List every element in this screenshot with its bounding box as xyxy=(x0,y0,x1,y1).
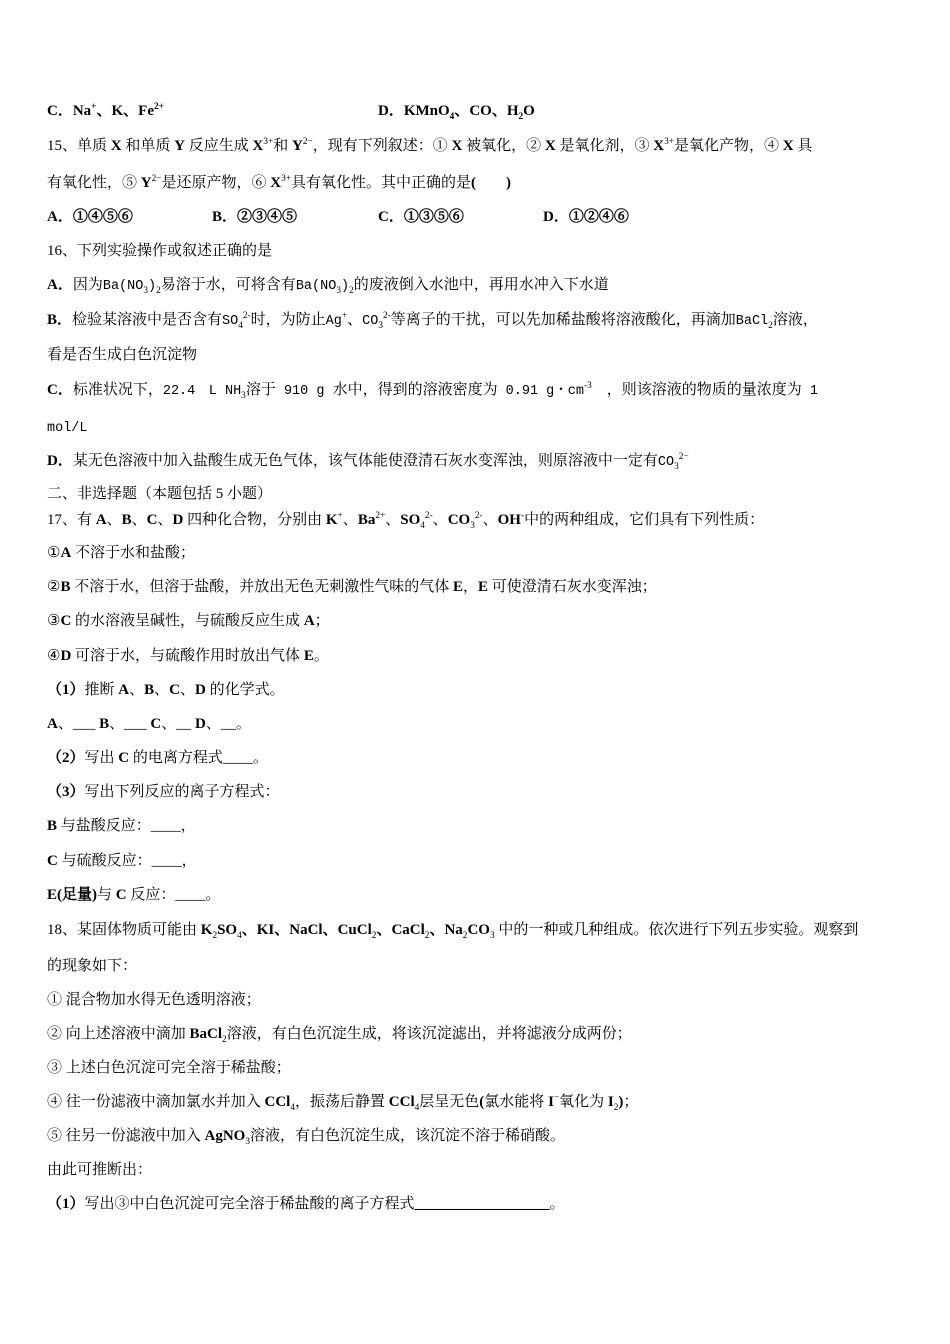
q17-property-2 xyxy=(47,578,657,596)
bold-text: B xyxy=(47,818,58,834)
bold-text: B xyxy=(60,579,71,595)
text-run: 17、有 xyxy=(47,512,96,528)
q16-option-a xyxy=(47,276,609,296)
text-run: 、 xyxy=(180,682,196,698)
subscript: 3 xyxy=(489,931,495,941)
bold-text: ( ) xyxy=(471,175,512,191)
text-run: ，振荡后静置 xyxy=(295,1094,389,1110)
text-run: ① xyxy=(47,545,61,561)
text-run: 、 xyxy=(482,512,498,528)
bold-text: C xyxy=(60,613,72,629)
bold-text: X xyxy=(782,138,794,154)
bold-text: Y xyxy=(174,138,185,154)
bold-text: CO xyxy=(467,922,490,938)
bold-text: CO xyxy=(447,512,471,528)
q16-stem: 16、下列实验操作或叙述正确的是 xyxy=(47,243,273,259)
text-run: 。 xyxy=(549,1196,565,1212)
bold-text: X xyxy=(270,175,282,191)
subscript: 2 xyxy=(349,286,354,296)
bold-text: A xyxy=(60,545,72,561)
q17-part-2 xyxy=(47,749,268,767)
text-run: 检验某溶液中是否含有 xyxy=(72,312,223,328)
superscript: + xyxy=(91,102,97,112)
text-run: 溶液，有白色沉淀生成，该沉淀不溶于稀硝酸。 xyxy=(250,1128,566,1144)
mono-text: CO xyxy=(657,455,675,470)
bold-text: A xyxy=(303,613,315,629)
subscript: 3 xyxy=(245,1137,251,1147)
superscript: 2- xyxy=(424,511,433,521)
subscript: 2 xyxy=(371,931,377,941)
text-run: 溶于 xyxy=(245,382,276,398)
bold-text: B． xyxy=(47,312,73,328)
text-run: 具 xyxy=(793,138,813,154)
bold-text: BaCl xyxy=(189,1026,223,1042)
bold-text: CCl xyxy=(264,1094,291,1110)
text-run: ，则该溶液的物质的量浓度为 xyxy=(591,382,802,398)
bold-text: K xyxy=(200,922,213,938)
mono-text: ) xyxy=(340,279,350,294)
superscript: 3+ xyxy=(263,137,274,147)
text-run: 。 xyxy=(313,648,329,664)
text-run: 和单质 xyxy=(121,138,175,154)
bold-text: X xyxy=(451,138,463,154)
q15-stem-line-2 xyxy=(47,174,511,192)
bold-text: C xyxy=(115,887,127,903)
q18-part-1 xyxy=(47,1195,565,1213)
superscript: 2- xyxy=(242,311,251,321)
text-run: 时，为防止 xyxy=(250,312,326,328)
superscript: 2− xyxy=(151,174,162,184)
text-run: 的水溶液呈碱性，与硫酸反应生成 xyxy=(71,613,304,629)
text-run: 、 xyxy=(347,312,363,328)
subscript: 3 xyxy=(336,286,341,296)
bold-text: X xyxy=(544,138,556,154)
q16-option-c-line-2 xyxy=(47,418,88,438)
subscript: 2 xyxy=(156,286,161,296)
q17-property-3 xyxy=(47,612,330,630)
text-run: D．KMnO xyxy=(378,103,450,119)
text-run: 因为 xyxy=(72,277,103,293)
subscript: 2 xyxy=(768,321,773,331)
text-run: 和 xyxy=(273,138,292,154)
q14-option-d xyxy=(378,102,535,120)
text-run: O xyxy=(523,103,535,119)
bold-text: CCl xyxy=(388,1094,415,1110)
bold-text: E(足量) xyxy=(47,887,97,903)
text-run: 水中，得到的溶液密度为 xyxy=(332,382,498,398)
subscript: 4 xyxy=(420,521,425,531)
mono-text: CO xyxy=(362,314,379,329)
text-run: ，现有下列叙述：① xyxy=(312,138,452,154)
q17-property-1 xyxy=(47,544,195,562)
subscript: 3 xyxy=(674,462,679,472)
text-run: 是还原产物，⑥ xyxy=(161,175,271,191)
text-run: ； xyxy=(314,613,330,629)
text-run: 具有氧化性。其中正确的是 xyxy=(291,175,472,191)
text-run: 可溶于水，与硫酸作用时放出气体 xyxy=(71,648,304,664)
subscript: 2 xyxy=(222,1035,227,1045)
bold-text: B xyxy=(144,682,155,698)
text-run: 的废液倒入水池中，再用水冲入下水道 xyxy=(353,277,609,293)
bold-text: B xyxy=(99,716,110,732)
subscript: 4 xyxy=(238,321,243,331)
text-run: 18、某固体物质可能由 xyxy=(47,922,201,938)
bold-text: C xyxy=(146,512,158,528)
mono-text: Ba(NO xyxy=(102,279,144,294)
bold-text: B xyxy=(121,512,132,528)
bold-text: C xyxy=(150,716,162,732)
bold-text: 、CaCl xyxy=(376,922,425,938)
q18-stem-line-2: 的现象如下： xyxy=(47,958,138,974)
subscript: 2 xyxy=(462,931,468,941)
mono-text: 0.91 g・cm xyxy=(497,384,584,399)
text-run: 被氧化，② xyxy=(462,138,545,154)
superscript: -3 xyxy=(584,381,592,391)
subscript: 3 xyxy=(143,286,149,296)
bold-text: Y xyxy=(140,175,152,191)
text-run: 、 xyxy=(106,512,122,528)
q16-option-b-line-1 xyxy=(47,311,818,331)
text-run: 与盐酸反应：____， xyxy=(57,818,196,834)
text-run: 易溶于水，可将含有 xyxy=(160,277,296,293)
bold-text: C xyxy=(118,750,130,766)
text-run: 标准状况下， xyxy=(72,382,163,398)
bold-text: E xyxy=(452,579,463,595)
bold-text: 、Na xyxy=(429,922,463,938)
text-run: 、 xyxy=(129,682,145,698)
subscript: 2 xyxy=(613,1103,619,1113)
text-run: 、 xyxy=(157,512,173,528)
q18-conclusion: 由此可推断出： xyxy=(47,1162,153,1178)
q18-step-3: ③ 上述白色沉淀可完全溶于稀盐酸； xyxy=(47,1060,291,1076)
bold-text: I xyxy=(607,1094,614,1110)
bold-text: X xyxy=(110,138,122,154)
q15-option-c: C．①③⑤⑥ xyxy=(378,209,464,225)
superscript: 2− xyxy=(678,452,689,462)
q17-part-1 xyxy=(47,681,285,699)
superscript: + xyxy=(341,311,348,321)
superscript: − xyxy=(553,1093,560,1103)
text-run: 、K、Fe xyxy=(96,103,154,119)
text-run: 四种化合物，分别由 xyxy=(183,512,326,528)
mono-text: BaCl xyxy=(735,314,769,329)
text-run: 、___ xyxy=(57,716,100,732)
bold-text: C xyxy=(169,682,181,698)
bold-text: X xyxy=(252,138,264,154)
text-run: 与硫酸反应：____， xyxy=(57,853,197,869)
bold-text: A． xyxy=(47,277,73,293)
text-run: 中的两种组成，它们具有下列性质： xyxy=(524,512,765,528)
subscript: 4 xyxy=(449,112,455,122)
bold-text: 、KI、NaCl、CuCl xyxy=(241,922,372,938)
text-run: 写出③中白色沉淀可完全溶于稀盐酸的离子方程式 xyxy=(84,1196,415,1212)
mono-text: 1 xyxy=(801,384,818,399)
q17-property-4 xyxy=(47,647,329,665)
bold-text: C xyxy=(47,853,58,869)
subscript: 2 xyxy=(518,112,524,122)
mono-text: 910 g xyxy=(275,384,333,399)
text-run: 溶液， xyxy=(772,312,818,328)
text-run: 写出下列反应的离子方程式： xyxy=(84,784,280,800)
bold-text: ( xyxy=(479,1094,485,1110)
superscript: 3+ xyxy=(664,137,674,147)
q15-stem-line-1 xyxy=(47,137,812,155)
bold-text: OH xyxy=(497,512,521,528)
q18-stem-line-1 xyxy=(47,921,858,939)
bold-text: ) xyxy=(618,1094,624,1110)
text-run: 是氧化产物，④ xyxy=(673,138,783,154)
text-run: 不溶于水和盐酸； xyxy=(71,545,196,561)
q14-option-c xyxy=(47,102,164,120)
text-run: 可使澄清石灰水变浑浊； xyxy=(488,579,657,595)
text-run: 溶液，有白色沉淀生成，将该沉淀滤出，并将滤液分成两份； xyxy=(226,1026,632,1042)
q17-reaction-2 xyxy=(47,852,197,870)
text-run: 氯水能将 xyxy=(484,1094,549,1110)
text-run: 、___ xyxy=(109,716,151,732)
q16-option-d xyxy=(47,452,689,472)
superscript: 2− xyxy=(302,137,313,147)
q17-reaction-1 xyxy=(47,817,196,835)
text-run: 、 xyxy=(432,512,448,528)
text-run: 氧化为 xyxy=(559,1094,608,1110)
bold-text: （1） xyxy=(47,682,85,698)
text-run: 与 xyxy=(97,887,116,903)
q15-option-d: D．①②④⑥ xyxy=(543,209,629,225)
mono-text: 22.4 L NH xyxy=(162,384,242,399)
text-run: 等离子的干扰，可以先加稀盐酸将溶液酸化，再滴加 xyxy=(390,312,736,328)
superscript: 2+ xyxy=(153,102,164,112)
mono-text: ) xyxy=(148,279,157,294)
mono-text: mol/L xyxy=(47,421,88,436)
bold-text: （1） xyxy=(47,1196,85,1212)
bold-text: __________________ xyxy=(414,1196,550,1212)
text-run: 中的一种或几种组成。依次进行下列五步实验。观察到 xyxy=(494,922,859,938)
subscript: 2 xyxy=(424,931,430,941)
q18-step-4 xyxy=(47,1093,638,1111)
q16-option-b-line-2: 看是否生成白色沉淀物 xyxy=(47,347,198,363)
q18-step-1: ① 混合物加水得无色透明溶液； xyxy=(47,992,261,1008)
q18-step-2 xyxy=(47,1025,632,1043)
mono-text: Ag xyxy=(325,314,342,329)
text-run: 、 xyxy=(131,512,147,528)
superscript: - xyxy=(520,511,525,521)
text-run: ② 向上述溶液中滴加 xyxy=(47,1026,190,1042)
q15-option-b: B．②③④⑤ xyxy=(212,209,298,225)
text-run: 、 xyxy=(385,512,401,528)
text-run: 写出 xyxy=(84,750,119,766)
mono-text: SO xyxy=(222,314,239,329)
q17-part-1-blanks xyxy=(47,715,251,733)
text-run: 、__。 xyxy=(205,716,251,732)
text-run: 、__ xyxy=(161,716,195,732)
q15-option-a: A．①④⑤⑥ xyxy=(47,209,133,225)
q17-stem xyxy=(47,511,764,529)
bold-text: D． xyxy=(47,453,73,469)
text-run: 的化学式。 xyxy=(205,682,285,698)
text-run: ③ xyxy=(47,613,61,629)
text-run: 反应生成 xyxy=(184,138,253,154)
superscript: 2- xyxy=(474,511,483,521)
bold-text: AgNO xyxy=(204,1128,246,1144)
subscript: 4 xyxy=(237,931,242,941)
bold-text: D xyxy=(60,648,72,664)
bold-text: E xyxy=(303,648,314,664)
q17-reaction-3 xyxy=(47,886,220,904)
superscript: + xyxy=(337,511,343,521)
text-run: 的电离方程式____。 xyxy=(129,750,268,766)
text-run: ④ xyxy=(47,648,61,664)
text-run: ② xyxy=(47,579,61,595)
bold-text: A xyxy=(47,716,58,732)
bold-text: SO xyxy=(400,512,421,528)
section-heading: 二、非选择题（本题包括 5 小题） xyxy=(47,486,273,502)
text-run: ， xyxy=(463,579,479,595)
text-run: 层呈无色 xyxy=(419,1094,480,1110)
text-run: 是氧化剂，③ xyxy=(555,138,654,154)
text-run: 有氧化性，⑤ xyxy=(47,175,141,191)
bold-text: D xyxy=(195,682,206,698)
q16-option-c-line-1 xyxy=(47,381,818,401)
text-run: 、 xyxy=(154,682,170,698)
bold-text: A xyxy=(118,682,130,698)
mono-text: Ba(NO xyxy=(295,279,337,294)
text-run: ⑤ 往另一份滤液中加入 xyxy=(47,1128,205,1144)
text-run: ； xyxy=(623,1094,639,1110)
text-run: 、CO、H xyxy=(454,103,519,119)
bold-text: A xyxy=(95,512,107,528)
text-run: 15、单质 xyxy=(47,138,111,154)
bold-text: （3） xyxy=(47,784,85,800)
subscript: 3 xyxy=(241,391,246,401)
text-run: 不溶于水，但溶于盐酸，并放出无色无刺激性气味的气体 xyxy=(70,579,453,595)
subscript: 3 xyxy=(470,521,475,531)
text-run: C．Na xyxy=(47,103,92,119)
bold-text: E xyxy=(478,579,489,595)
subscript: 2 xyxy=(212,931,218,941)
bold-text: K xyxy=(325,512,338,528)
bold-text: Y xyxy=(292,138,303,154)
superscript: 3+ xyxy=(281,174,292,184)
superscript: 2- xyxy=(382,311,391,321)
q18-step-5 xyxy=(47,1127,565,1145)
bold-text: I xyxy=(548,1094,554,1110)
bold-text: SO xyxy=(217,922,238,938)
text-run: 反应：____。 xyxy=(126,887,221,903)
superscript: 2+ xyxy=(375,511,386,521)
bold-text: Ba xyxy=(357,512,376,528)
subscript: 4 xyxy=(414,1103,420,1113)
bold-text: （2） xyxy=(47,750,85,766)
bold-text: D xyxy=(195,716,206,732)
bold-text: D xyxy=(172,512,184,528)
text-run: ④ 往一份滤液中滴加氯水并加入 xyxy=(47,1094,265,1110)
bold-text: X xyxy=(653,138,665,154)
text-run: 推断 xyxy=(84,682,119,698)
bold-text: C． xyxy=(47,382,73,398)
subscript: 4 xyxy=(290,1103,296,1113)
text-run: 某无色溶液中加入盐酸生成无色气体，该气体能使澄清石灰水变浑浊，则原溶液中一定有 xyxy=(72,453,658,469)
q17-part-3 xyxy=(47,783,280,801)
text-run: 、 xyxy=(342,512,358,528)
subscript: 3 xyxy=(378,321,383,331)
